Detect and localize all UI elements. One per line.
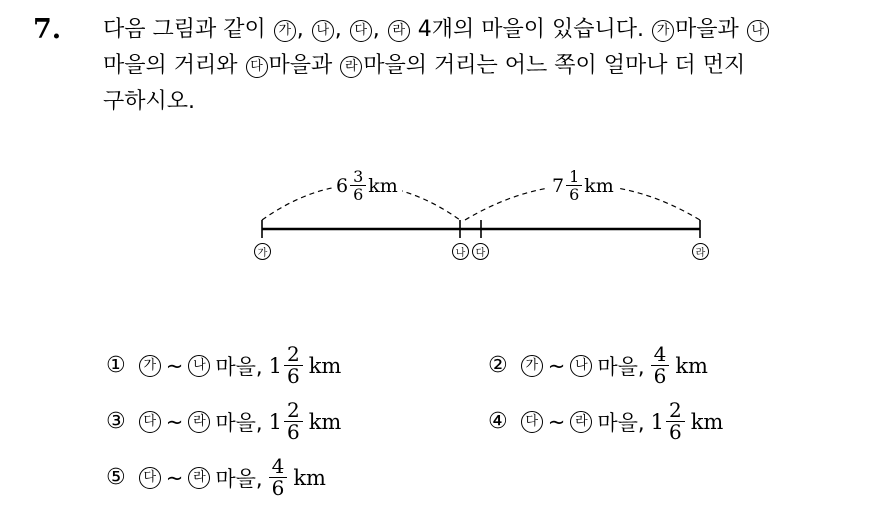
point-label-ra: 라 xyxy=(692,243,709,260)
village-ra-symbol: 라 xyxy=(570,411,592,433)
village-ra-symbol: 라 xyxy=(388,20,410,42)
fraction: $\frac{3}{6}$ xyxy=(350,168,366,203)
village-ga-symbol: 가 xyxy=(274,20,296,42)
question-number: 7. xyxy=(33,14,62,45)
village-na-symbol: 나 xyxy=(312,20,334,42)
fraction: $\frac{4}{6}$ xyxy=(269,456,288,499)
village-na-symbol: 나 xyxy=(570,355,592,377)
fraction: $\frac{1}{6}$ xyxy=(566,168,582,203)
village-ra-symbol: 라 xyxy=(340,56,362,78)
choice-1[interactable]: ① 가 ~ 나 마을, 1 $\frac{2}{6}$ km xyxy=(106,342,342,388)
village-ga-symbol: 가 xyxy=(521,355,543,377)
choice-5[interactable]: ⑤ 다 ~ 라 마을, $\frac{4}{6}$ km xyxy=(106,454,326,500)
fraction: $\frac{2}{6}$ xyxy=(666,400,685,443)
village-da-symbol: 다 xyxy=(139,467,161,489)
question-line-3: 구하시오. xyxy=(103,89,196,114)
village-ga-symbol: 가 xyxy=(652,20,674,42)
choice-3[interactable]: ③ 다 ~ 라 마을, 1 $\frac{2}{6}$ km xyxy=(106,398,342,444)
fraction: $\frac{4}{6}$ xyxy=(651,344,670,387)
village-ra-symbol: 라 xyxy=(188,467,210,489)
question-line-1: 다음 그림과 같이 가 , 나 , 다 , 라 4개의 마을이 있습니다. 가 마을과 나 xyxy=(103,12,878,48)
distance-label-da-ra: 7 $\frac{1}{6}$ km xyxy=(548,168,618,203)
village-ra-symbol: 라 xyxy=(188,411,210,433)
village-na-symbol: 나 xyxy=(747,20,769,42)
question-line-2: 마을의 거리와 다 마을과 라 마을의 거리는 어느 쪽이 얼마나 더 먼지 xyxy=(103,53,746,78)
point-label-da: 다 xyxy=(472,243,489,260)
village-da-symbol: 다 xyxy=(350,20,372,42)
point-label-ga: 가 xyxy=(254,243,271,260)
choice-2[interactable]: ② 가 ~ 나 마을, $\frac{4}{6}$ km xyxy=(488,342,708,388)
distance-label-ga-na: 6 $\frac{3}{6}$ km xyxy=(332,168,402,203)
village-da-symbol: 다 xyxy=(246,56,268,78)
point-label-na: 나 xyxy=(452,243,469,260)
choice-4[interactable]: ④ 다 ~ 라 마을, 1 $\frac{2}{6}$ km xyxy=(488,398,724,444)
village-da-symbol: 다 xyxy=(521,411,543,433)
village-na-symbol: 나 xyxy=(188,355,210,377)
fraction: $\frac{2}{6}$ xyxy=(284,344,303,387)
village-ga-symbol: 가 xyxy=(139,355,161,377)
fraction: $\frac{2}{6}$ xyxy=(284,400,303,443)
village-da-symbol: 다 xyxy=(139,411,161,433)
